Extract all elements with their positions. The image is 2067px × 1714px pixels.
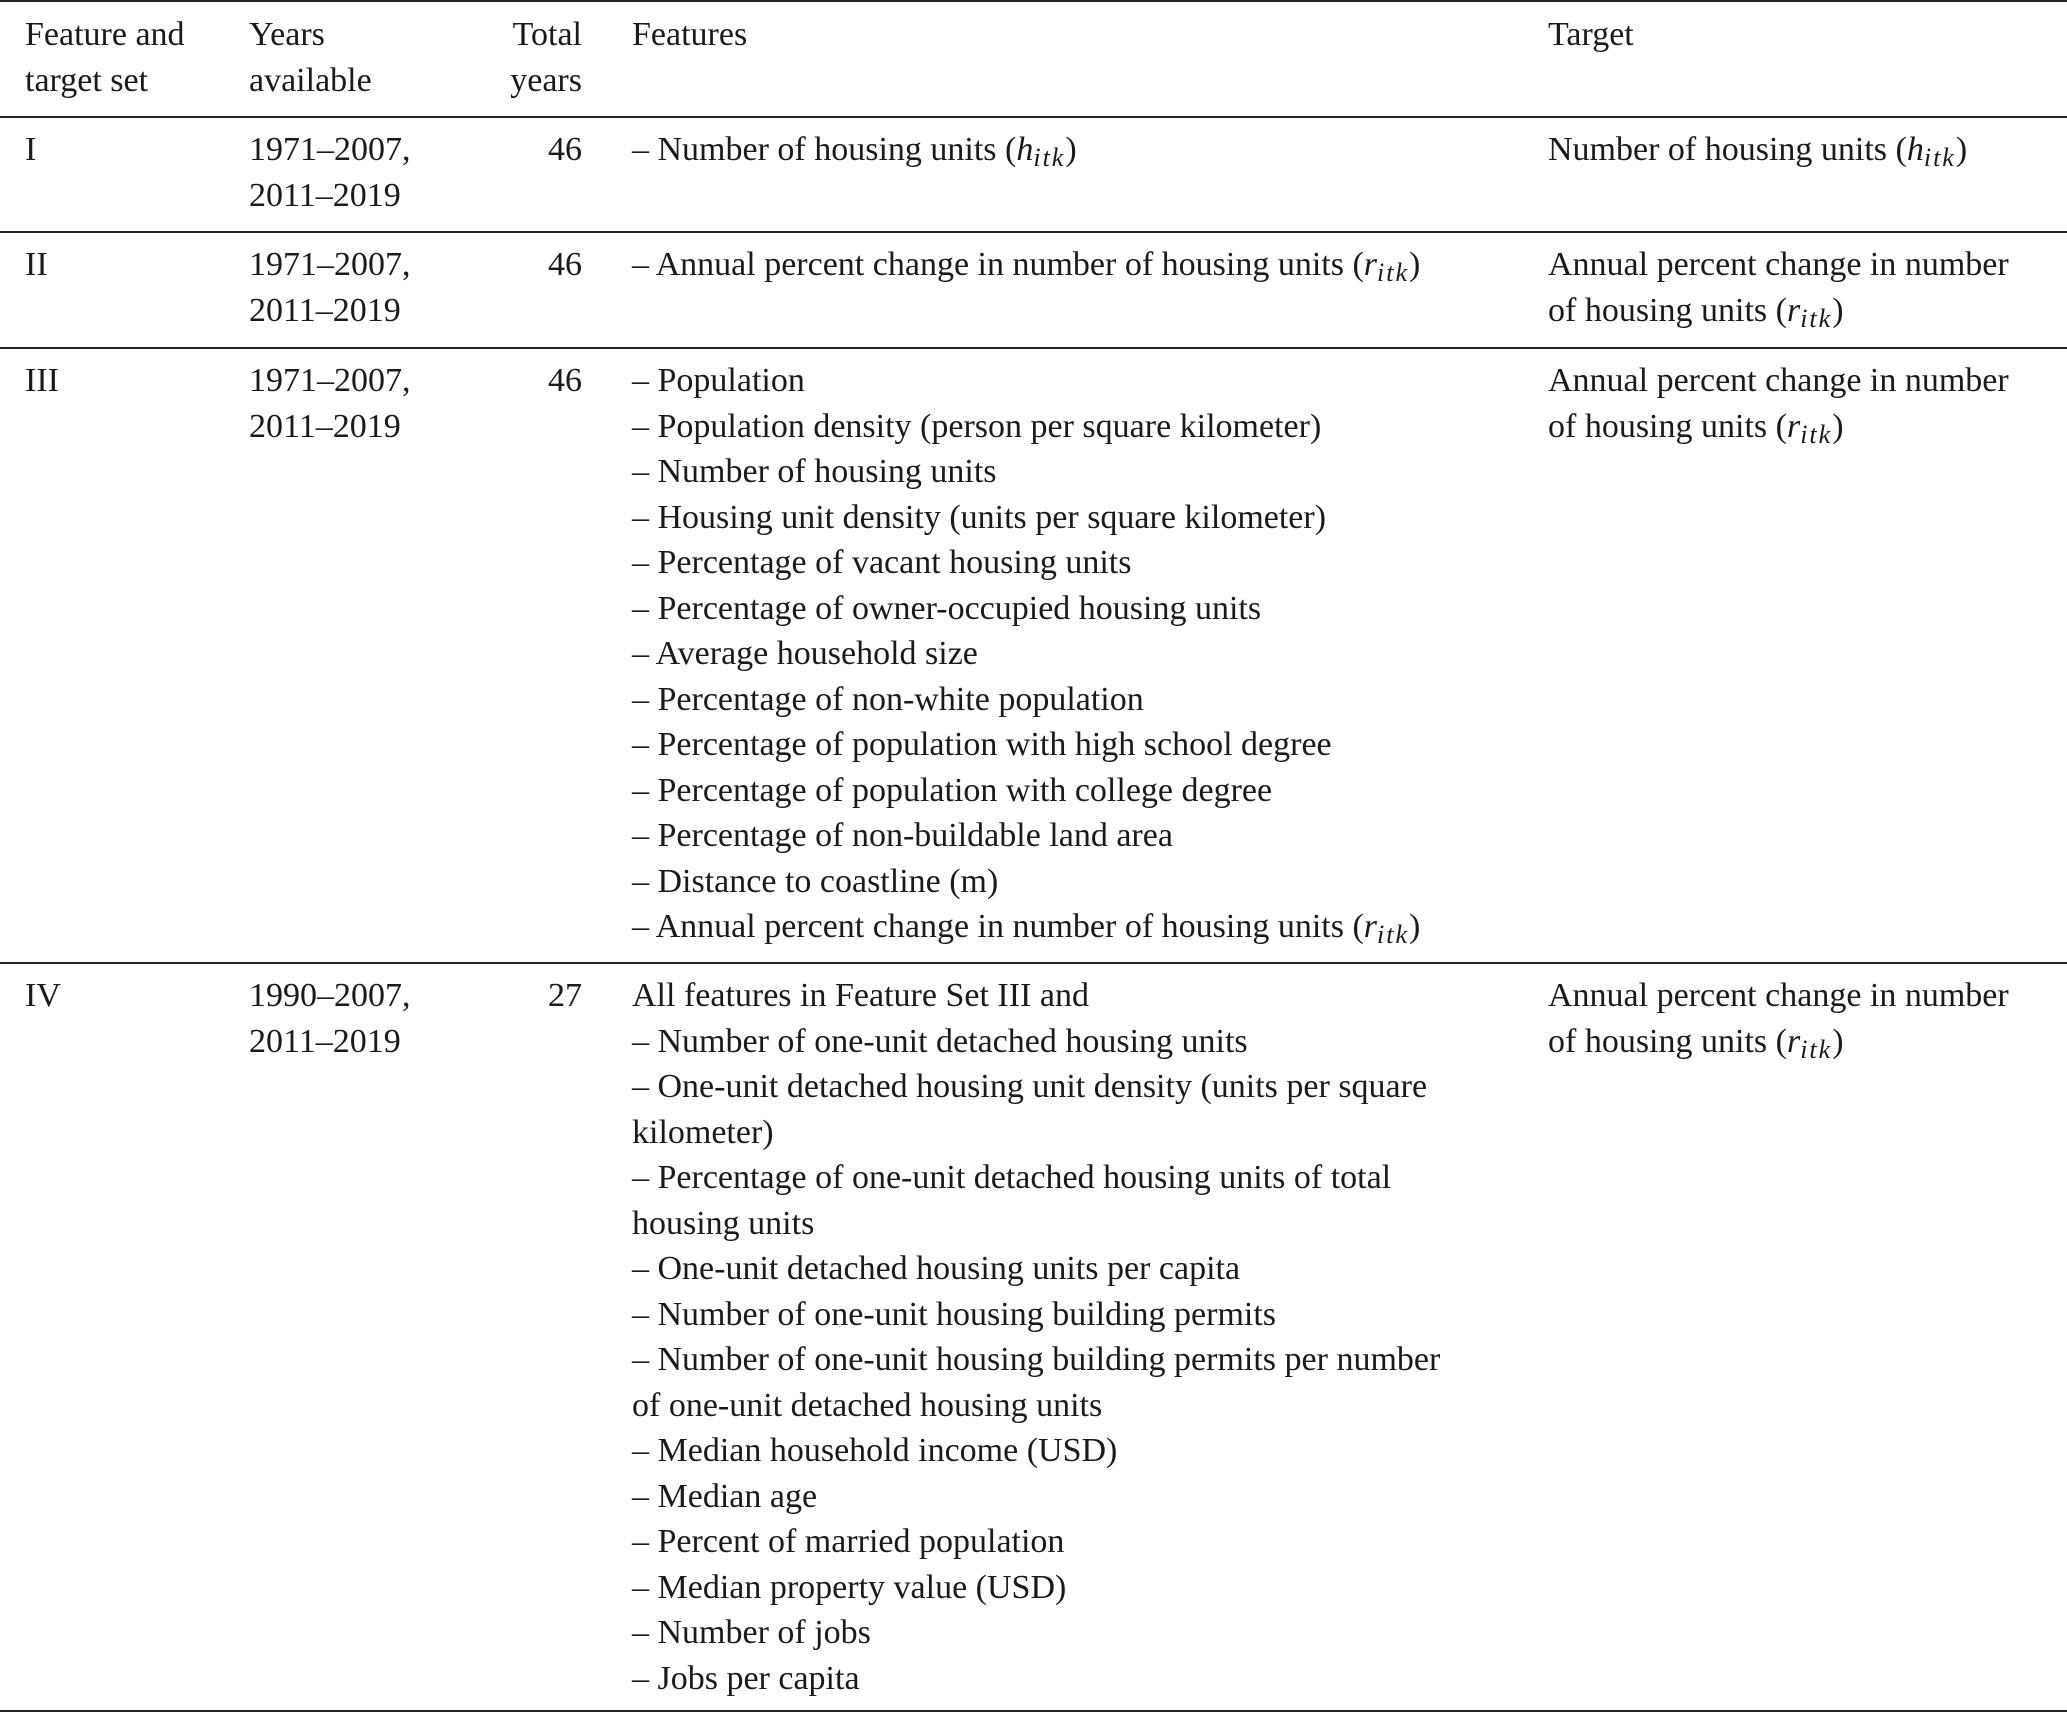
target-line [1548, 1019, 2009, 1065]
top-rule [0, 0, 2067, 2]
feature-line [632, 1155, 1440, 1201]
feature-line-text: – Percent of married population [632, 1523, 1065, 1560]
years-line: 1971–2007, [249, 131, 411, 168]
math-subscript: itk [1800, 303, 1833, 333]
math-variable: r [1786, 291, 1801, 329]
feature-line-text: – Percentage of non-buildable land area [632, 817, 1173, 854]
feature-line [632, 973, 1440, 1019]
set-label: III [25, 362, 59, 399]
closing-paren: ) [1065, 131, 1077, 168]
feature-line [632, 1610, 1440, 1656]
feature-line-text: – Annual percent change in number of housing units ( [632, 246, 1364, 283]
feature-line-text: housing units [632, 1204, 815, 1242]
row-rule-3 [0, 962, 2067, 964]
math-variable: r [1786, 1022, 1801, 1060]
header-set-line: target set [25, 61, 149, 99]
feature-line [632, 1246, 1440, 1292]
header-set-line: Feature and [25, 16, 185, 53]
years-cell [249, 973, 411, 1064]
years-line: 1990–2007, [249, 977, 411, 1014]
math-subscript: itk [1377, 920, 1410, 949]
total-years-cell [480, 242, 582, 288]
features-cell [632, 127, 1077, 173]
feature-line-text: – Number of one-unit detached housing units [632, 1022, 1248, 1060]
feature-line-text: – Median age [632, 1477, 818, 1515]
feature-line-text: – Average household size [632, 635, 978, 672]
target-line [1548, 288, 2009, 334]
feature-line [632, 1565, 1440, 1611]
years-cell [249, 242, 411, 333]
years-line: 2011–2019 [249, 407, 401, 445]
feature-line-text: – Number of jobs [632, 1614, 871, 1651]
feature-line-text: – Number of housing units [632, 453, 997, 490]
total-years-value: 27 [548, 977, 582, 1014]
total-years-cell [480, 358, 582, 404]
math-variable: h [1906, 131, 1924, 168]
feature-line [632, 1428, 1440, 1474]
target-cell [1548, 127, 1967, 173]
years-line: 2011–2019 [249, 176, 401, 214]
years-line: 2011–2019 [249, 291, 401, 329]
target-cell [1548, 358, 2009, 449]
feature-line-text: – Number of one-unit housing building permits per number [632, 1341, 1441, 1378]
target-line [1548, 404, 2009, 450]
set-label: I [25, 131, 37, 168]
target-line-text: Annual percent change in number [1548, 246, 2009, 283]
target-line [1548, 127, 1967, 173]
feature-line [632, 127, 1077, 173]
feature-line [632, 540, 1420, 586]
target-line-text: of housing units ( [1548, 407, 1787, 445]
target-line-text: Annual percent change in number [1548, 977, 2009, 1014]
feature-line-text: – Distance to coastline (m) [632, 862, 999, 900]
closing-paren: ) [1832, 291, 1844, 329]
math-subscript: itk [1923, 143, 1956, 172]
math-variable: h [1016, 131, 1034, 168]
feature-line [632, 768, 1420, 814]
feature-line [632, 449, 1420, 495]
target-line-text: Annual percent change in number [1548, 362, 2009, 399]
feature-line [632, 1201, 1440, 1247]
feature-line [632, 677, 1420, 723]
feature-line-text: – Percentage of one-unit detached housing units of total [632, 1159, 1392, 1196]
features-cell [632, 358, 1420, 950]
math-variable: r [1363, 246, 1378, 283]
feature-line [632, 1110, 1440, 1156]
feature-line-text: All features in Feature Set III and [632, 977, 1089, 1014]
feature-line-text: – Percentage of population with college degree [632, 771, 1273, 809]
total-years-value: 46 [548, 131, 582, 168]
feature-line-text: – Percentage of vacant housing units [632, 544, 1132, 581]
header-total-line: Total [512, 16, 582, 53]
row-rule-1 [0, 231, 2067, 233]
feature-line [632, 358, 1420, 404]
feature-line [632, 1383, 1440, 1429]
bottom-rule [0, 1710, 2067, 1712]
feature-line-text: – Number of one-unit housing building permits [632, 1295, 1277, 1333]
total-years-value: 46 [548, 246, 582, 283]
feature-line [632, 404, 1420, 450]
feature-line-text: – Population [632, 362, 805, 399]
years-cell [249, 358, 411, 449]
feature-line [632, 1064, 1440, 1110]
target-line-text: of housing units ( [1548, 291, 1787, 329]
target-line [1548, 358, 2009, 404]
header-rule [0, 116, 2067, 118]
feature-line [632, 631, 1420, 677]
feature-line [632, 1337, 1440, 1383]
set-cell [25, 358, 59, 404]
feature-line-text: – Jobs per capita [632, 1659, 860, 1697]
set-cell [25, 242, 48, 288]
header-total-line: years [510, 61, 582, 99]
feature-line [632, 1519, 1440, 1565]
total-years-cell [480, 127, 582, 173]
total-years-cell [480, 973, 582, 1019]
feature-line-text: – Median property value (USD) [632, 1568, 1067, 1606]
header-features [632, 12, 747, 58]
feature-line [632, 722, 1420, 768]
set-cell [25, 973, 61, 1019]
header-years-line: available [249, 61, 372, 99]
feature-line [632, 1656, 1440, 1702]
closing-paren: ) [1832, 407, 1844, 445]
features-cell [632, 973, 1440, 1701]
feature-line-text: of one-unit detached housing units [632, 1386, 1103, 1424]
feature-line-text: – Percentage of owner-occupied housing units [632, 589, 1262, 627]
header-total [480, 12, 582, 103]
target-line-text: Number of housing units ( [1548, 131, 1907, 168]
set-label: IV [25, 977, 61, 1014]
closing-paren: ) [1409, 908, 1421, 945]
years-line: 1971–2007, [249, 246, 411, 283]
header-target [1548, 12, 1634, 58]
header-set [25, 12, 185, 103]
header-years [249, 12, 372, 103]
years-line: 2011–2019 [249, 1022, 401, 1060]
header-target-label: Target [1548, 16, 1634, 53]
target-line [1548, 973, 2009, 1019]
feature-line-text: – One-unit detached housing units per capita [632, 1250, 1241, 1287]
math-variable: r [1363, 908, 1378, 945]
feature-line-text: kilometer) [632, 1113, 774, 1151]
feature-line [632, 242, 1420, 288]
closing-paren: ) [1409, 246, 1421, 283]
feature-line [632, 813, 1420, 859]
feature-line [632, 904, 1420, 950]
math-subscript: itk [1377, 258, 1410, 287]
total-years-value: 46 [548, 362, 582, 399]
closing-paren: ) [1955, 131, 1968, 168]
feature-line-text: – One-unit detached housing unit density (units per square [632, 1068, 1428, 1105]
features-cell [632, 242, 1420, 288]
feature-line [632, 859, 1420, 905]
feature-line-text: – Annual percent change in number of housing units ( [632, 908, 1364, 945]
feature-line [632, 586, 1420, 632]
math-subscript: itk [1033, 143, 1066, 172]
math-subscript: itk [1800, 419, 1833, 449]
feature-line-text: – Median household income (USD) [632, 1432, 1118, 1469]
feature-line-text: – Housing unit density (units per square kilometer) [632, 498, 1327, 536]
years-line: 1971–2007, [249, 362, 411, 399]
set-cell [25, 127, 36, 173]
feature-line [632, 1019, 1440, 1065]
closing-paren: ) [1832, 1022, 1844, 1060]
set-label: II [25, 246, 48, 283]
feature-line-text: – Number of housing units ( [632, 131, 1017, 168]
math-variable: r [1786, 407, 1801, 445]
years-cell [249, 127, 411, 218]
feature-line [632, 1292, 1440, 1338]
feature-line [632, 495, 1420, 541]
header-features-label: Features [632, 16, 748, 53]
feature-line-text: – Population density (person per square kilometer) [632, 407, 1322, 445]
target-line [1548, 242, 2009, 288]
feature-line-text: – Percentage of non-white population [632, 680, 1144, 718]
header-years-line: Years [249, 16, 325, 53]
target-cell [1548, 973, 2009, 1064]
target-cell [1548, 242, 2009, 333]
feature-line [632, 1474, 1440, 1520]
math-subscript: itk [1800, 1034, 1833, 1064]
row-rule-2 [0, 347, 2067, 349]
feature-line-text: – Percentage of population with high school degree [632, 726, 1332, 763]
target-line-text: of housing units ( [1548, 1022, 1787, 1060]
